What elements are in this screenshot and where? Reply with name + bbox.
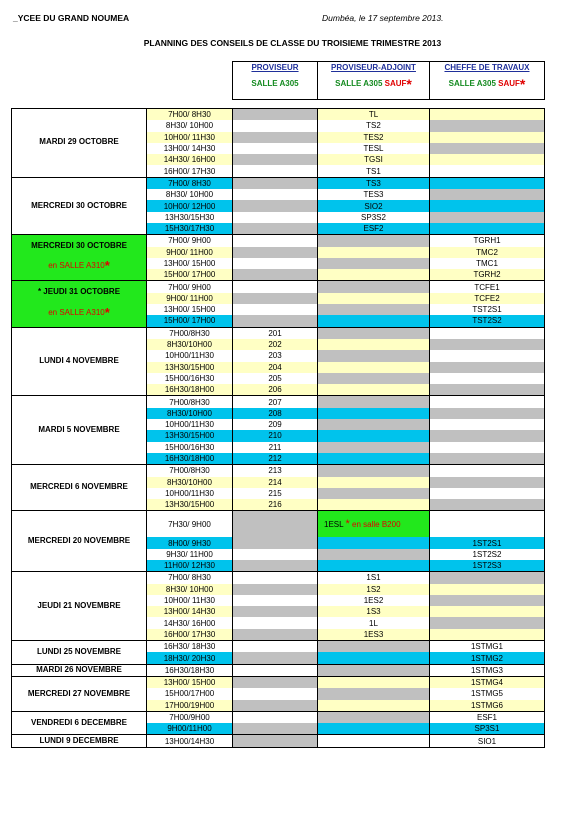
time-slot-cell: 10H00/11H30 [147,419,233,430]
time-slot-cell: 10H00/ 12H00 [147,200,233,211]
table-row [12,327,545,339]
day-label: MARDI 5 NOVEMBRE [38,424,120,434]
time-slot-cell: 16H30/18H00 [147,384,233,396]
class-cell [430,189,545,200]
class-cell [318,676,430,688]
day-label: JEUDI 31 OCTOBRE [43,286,121,296]
class-cell [233,235,318,247]
class-cell [233,120,318,131]
class-cell: 1ES3 [318,629,430,641]
day-label: MERCREDI 6 NOVEMBRE [30,482,128,492]
class-cell: 201 [233,327,318,339]
class-cell: 207 [233,396,318,408]
class-cell: 1STMG4 [430,676,545,688]
class-cell [318,362,430,373]
time-slot-cell: 7H00/8H30 [147,396,233,408]
class-cell [233,177,318,189]
column-room-line [318,74,429,94]
day-prefix: * [37,286,44,296]
class-cell [318,419,430,430]
class-cell [318,652,430,664]
class-cell [430,327,545,339]
day-label-cell [12,664,147,676]
class-cell: 213 [233,465,318,477]
class-cell [318,396,430,408]
day-label-cell [12,735,147,747]
class-cell [318,430,430,441]
class-cell [233,223,318,235]
class-cell: TMC1 [430,258,545,269]
time-slot-cell: 15H00/16H30 [147,442,233,453]
class-cell [318,453,430,465]
table-row [12,711,545,723]
time-slot-cell: 13H30/15H00 [147,362,233,373]
class-cell [430,373,545,384]
class-cell [233,652,318,664]
class-cell: 211 [233,442,318,453]
column-header-cheffe-de-travaux [430,62,545,100]
table-body [12,109,545,748]
class-cell: 1STMG2 [430,652,545,664]
column-name: PROVISEUR-ADJOINT [331,63,416,72]
class-cell [430,453,545,465]
asterisk-mark: * [406,75,412,92]
class-cell: TCFE2 [430,293,545,304]
class-cell [318,384,430,396]
class-cell: TGRH2 [430,269,545,281]
class-cell [318,442,430,453]
day-label-line [12,241,146,252]
class-cell [233,315,318,327]
time-slot-cell: 15H00/16H30 [147,373,233,384]
class-cell: TGRH1 [430,235,545,247]
time-slot-cell: 7H00/9H00 [147,711,233,723]
class-cell: 215 [233,488,318,499]
class-cell [318,327,430,339]
column-name: PROVISEUR [251,63,299,72]
class-cell [318,247,430,258]
day-label: MARDI 26 NOVEMBRE [36,664,122,674]
class-cell [318,560,430,572]
time-slot-cell: 9H30/ 11H00 [147,549,233,560]
column-header-proviseur [233,62,318,100]
class-cell [318,688,430,699]
day-label-cell [12,109,147,178]
class-cell [318,350,430,361]
class-cell [233,212,318,223]
day-label-cell [12,177,147,234]
time-slot-cell: 7H00/8H30 [147,327,233,339]
header-corner-time [147,62,233,100]
time-slot-cell: 8H30/10H00 [147,477,233,488]
day-label-cell [12,235,147,281]
table-row [12,511,545,538]
time-slot-cell: 13H00/ 14H30 [147,606,233,617]
table-row [12,465,545,477]
class-cell [233,700,318,712]
class-cell [430,177,545,189]
time-slot-cell: 15H00/ 17H00 [147,269,233,281]
class-cell [430,617,545,628]
class-cell [430,132,545,143]
class-cell [430,384,545,396]
room-note: en SALLE A310 [48,307,105,317]
day-label: LUNDI 4 NOVEMBRE [39,356,119,366]
class-cell: 1STMG5 [430,688,545,699]
table-row [12,235,545,247]
class-cell [318,281,430,293]
class-cell [233,165,318,177]
class-cell: 209 [233,419,318,430]
class-cell [233,641,318,653]
asterisk-mark: * [519,75,526,92]
class-cell [233,549,318,560]
class-cell [233,572,318,584]
class-cell [430,584,545,595]
class-cell: 1STMG1 [430,641,545,653]
time-slot-cell: 8H30/10H00 [147,408,233,419]
day-label: MERCREDI 30 OCTOBRE [31,240,127,250]
place-date: Dumbéa, le 17 septembre 2013. [322,13,444,23]
class-cell: 1ST2S3 [430,560,545,572]
class-cell: 1ST2S2 [430,549,545,560]
class-cell [233,143,318,154]
column-room: SALLE A305 [251,78,299,88]
table-header-row [12,62,545,100]
class-cell [233,711,318,723]
time-slot-cell: 13H00/ 14H30 [147,143,233,154]
column-sauf: SAUF [384,78,407,88]
class-cell: 1STMG3 [430,664,545,676]
class-cell: 216 [233,499,318,511]
class-cell [318,537,430,548]
class-cell [233,109,318,121]
class-cell: 1S2 [318,584,430,595]
class-cell [233,617,318,628]
class-cell [430,200,545,211]
time-slot-cell: 9H00/ 11H00 [147,293,233,304]
class-cell [430,109,545,121]
column-name: CHEFFE DE TRAVAUX [444,63,530,72]
time-slot-cell: 8H00/ 9H30 [147,537,233,548]
time-slot-cell: 8H30/10H00 [147,339,233,350]
class-cell: TESL [318,143,430,154]
class-cell [430,396,545,408]
time-slot-cell: 8H30/ 10H00 [147,189,233,200]
school-name: _YCEE DU GRAND NOUMEA [13,13,130,23]
class-cell: TMC2 [430,247,545,258]
time-slot-cell: 14H30/ 16H00 [147,617,233,628]
class-cell [430,154,545,165]
time-slot-cell: 15H00/ 17H00 [147,315,233,327]
day-label-cell [12,327,147,396]
asterisk-mark: * [104,304,110,320]
day-label-cell [12,676,147,711]
time-slot-cell: 7H00/ 8H30 [147,177,233,189]
class-cell [318,511,430,538]
class-cell [233,676,318,688]
room-note: en salle B200 [352,519,401,529]
time-slot-cell: 15H00/17H00 [147,688,233,699]
class-cell [430,362,545,373]
class-cell [318,465,430,477]
class-cell: 210 [233,430,318,441]
class-cell: 202 [233,339,318,350]
class-cell [430,499,545,511]
table-row [12,396,545,408]
time-slot-cell: 10H00/11H30 [147,350,233,361]
time-slot-cell: 13H00/ 15H00 [147,676,233,688]
class-cell: TS3 [318,177,430,189]
class-cell: TES2 [318,132,430,143]
time-slot-cell: 7H00/8H30 [147,465,233,477]
time-slot-cell: 10H00/ 11H30 [147,132,233,143]
class-cell [318,488,430,499]
time-slot-cell: 13H30/15H30 [147,212,233,223]
day-label: LUNDI 25 NOVEMBRE [36,646,121,656]
table-row [12,572,545,584]
class-cell [318,700,430,712]
class-cell: SP3S1 [430,723,545,735]
time-slot-cell: 13H00/14H30 [147,735,233,747]
class-cell [318,723,430,735]
time-slot-cell: 7H00/ 8H30 [147,572,233,584]
class-cell [318,293,430,304]
asterisk-mark: * [104,258,110,274]
class-cell [233,537,318,548]
day-label: VENDREDI 6 DECEMBRE [30,717,127,727]
class-cell [430,143,545,154]
class-cell [430,606,545,617]
day-label-cell [12,572,147,641]
class-cell [233,629,318,641]
class-cell [430,465,545,477]
class-cell [318,373,430,384]
time-slot-cell: 7H00/ 9H00 [147,281,233,293]
day-label: JEUDI 21 NOVEMBRE [37,600,121,610]
class-cell: TGSI [318,154,430,165]
room-note: en SALLE A310 [48,261,105,271]
class-cell [318,269,430,281]
column-room-line [430,74,544,94]
class-cell [318,315,430,327]
class-cell [233,511,318,538]
class-cell: 204 [233,362,318,373]
day-label-line [12,287,146,298]
table-row [12,676,545,688]
time-slot-cell: 13H30/15H00 [147,430,233,441]
class-cell [233,281,318,293]
column-sauf: SAUF [498,78,520,88]
class-cell [430,595,545,606]
class-cell [430,408,545,419]
class-cell [233,560,318,572]
class-cell [233,304,318,315]
class-cell [233,664,318,676]
table-row [12,109,545,121]
day-label-cell [12,465,147,511]
class-cell [233,293,318,304]
table-row [12,641,545,653]
table-row [12,177,545,189]
time-slot-cell: 17H00/19H00 [147,700,233,712]
time-slot-cell: 16H30/18H30 [147,664,233,676]
class-cell [318,339,430,350]
class-cell [318,408,430,419]
class-cell [430,430,545,441]
class-cell: 1ST2S1 [430,537,545,548]
class-cell [233,606,318,617]
class-cell: TS1 [318,165,430,177]
class-cell [233,189,318,200]
table-row [12,664,545,676]
class-cell [318,641,430,653]
class-cell: TES3 [318,189,430,200]
class-cell [430,419,545,430]
class-cell: 1ES2 [318,595,430,606]
time-slot-cell: 16H30/18H00 [147,453,233,465]
class-cell [318,549,430,560]
class-cell: 1L [318,617,430,628]
time-slot-cell: 7H30/ 9H00 [147,511,233,538]
class-cell [430,629,545,641]
class-cell [318,735,430,747]
column-header-proviseur-adjoint [318,62,430,100]
class-cell [318,664,430,676]
time-slot-cell: 8H30/ 10H00 [147,120,233,131]
class-cell: 1S3 [318,606,430,617]
day-label-cell [12,711,147,735]
class-cell: SP3S2 [318,212,430,223]
class-cell: 208 [233,408,318,419]
table-row [12,281,545,293]
class-cell [233,269,318,281]
class-cell: TST2S1 [430,304,545,315]
class-cell: 205 [233,373,318,384]
day-label: LUNDI 9 DECEMBRE [39,735,119,745]
column-room-line [233,78,317,90]
class-name: 1ESL [324,519,344,529]
class-cell: TS2 [318,120,430,131]
time-slot-cell: 8H30/ 10H00 [147,584,233,595]
class-cell [233,132,318,143]
class-cell [430,165,545,177]
class-cell [430,223,545,235]
time-slot-cell: 18H30/ 20H30 [147,652,233,664]
table-row [12,735,545,747]
time-slot-cell: 13H00/ 15H00 [147,258,233,269]
time-slot-cell: 13H00/ 15H00 [147,304,233,315]
class-cell: 206 [233,384,318,396]
class-cell [430,339,545,350]
day-label-cell [12,511,147,572]
column-room: SALLE A305 [448,78,496,88]
time-slot-cell: 7H00/ 8H30 [147,109,233,121]
class-cell: ESF2 [318,223,430,235]
day-label: MERCREDI 20 NOVEMBRE [27,535,131,545]
class-cell [318,711,430,723]
room-note-line [12,304,146,322]
class-cell [318,499,430,511]
time-slot-cell: 7H00/ 9H00 [147,235,233,247]
time-slot-cell: 10H00/11H30 [147,488,233,499]
time-slot-cell: 13H30/15H00 [147,499,233,511]
time-slot-cell: 16H00/ 17H30 [147,165,233,177]
class-cell [233,258,318,269]
time-slot-cell: 16H30/ 18H30 [147,641,233,653]
class-cell [233,584,318,595]
class-cell [430,477,545,488]
class-cell [430,120,545,131]
class-cell: SIO1 [430,735,545,747]
class-cell [233,154,318,165]
class-cell [430,511,545,538]
time-slot-cell: 15H30/17H30 [147,223,233,235]
day-label-cell [12,641,147,665]
class-cell: TST2S2 [430,315,545,327]
class-cell [430,212,545,223]
room-note-line [12,257,146,275]
day-label: MARDI 29 OCTOBRE [39,137,119,147]
day-label: MERCREDI 30 OCTOBRE [31,200,127,210]
class-cell [233,688,318,699]
class-cell [233,247,318,258]
class-cell [233,595,318,606]
class-cell: ESF1 [430,711,545,723]
class-cell: 214 [233,477,318,488]
class-cell [430,442,545,453]
class-cell: TCFE1 [430,281,545,293]
class-cell: 1S1 [318,572,430,584]
class-cell: SIO2 [318,200,430,211]
time-slot-cell: 9H00/ 11H00 [147,247,233,258]
class-cell [233,723,318,735]
class-cell: 1STMG6 [430,700,545,712]
class-cell [430,350,545,361]
class-cell [318,258,430,269]
header-corner [12,62,147,100]
class-cell [233,200,318,211]
time-slot-cell: 9H00/11H00 [147,723,233,735]
day-label: MERCREDI 27 NOVEMBRE [27,688,131,698]
class-cell: 203 [233,350,318,361]
header-spacer-row [12,100,545,109]
class-cell [233,735,318,747]
class-cell: TL [318,109,430,121]
planning-table [11,61,545,748]
class-cell [430,572,545,584]
class-cell [318,304,430,315]
header-spacer [12,100,545,109]
class-cell [430,488,545,499]
asterisk-mark: * [345,517,350,530]
document-title: PLANNING DES CONSEILS DE CLASSE DU TROISIEME TRIMESTRE 2013 [143,38,442,48]
time-slot-cell: 14H30/ 16H00 [147,154,233,165]
class-cell [318,477,430,488]
class-cell: 212 [233,453,318,465]
day-label-cell [12,396,147,465]
time-slot-cell: 11H00/ 12H30 [147,560,233,572]
column-room: SALLE A305 [335,78,383,88]
day-label-cell [12,281,147,327]
time-slot-cell: 10H00/ 11H30 [147,595,233,606]
class-cell [318,235,430,247]
time-slot-cell: 16H00/ 17H30 [147,629,233,641]
